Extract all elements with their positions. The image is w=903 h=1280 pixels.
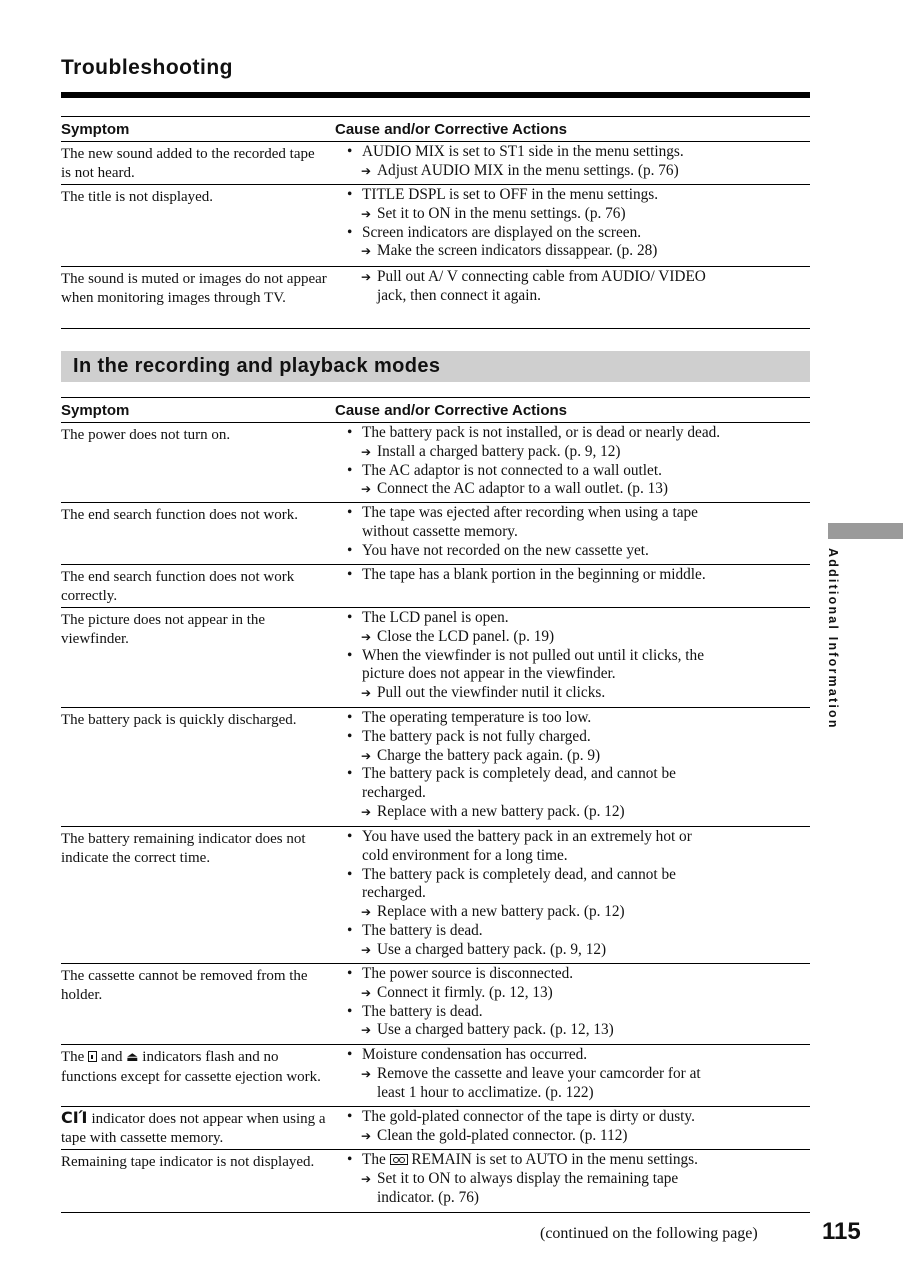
action-line: ➔ Connect it firmly. (p. 12, 13) bbox=[345, 984, 810, 1003]
symptom-header: Symptom bbox=[61, 401, 130, 419]
symptom-cell bbox=[61, 1107, 335, 1149]
table-header bbox=[61, 117, 810, 142]
table-row bbox=[61, 565, 810, 608]
action-line: ➔ Set it to ON to always display the remaining tape bbox=[345, 1170, 810, 1189]
cause-cell bbox=[335, 423, 810, 502]
action-line: ➔ Replace with a new battery pack. (p. 12) bbox=[345, 803, 810, 822]
table-row bbox=[61, 142, 810, 185]
action-line: ➔ Pull out A/ V connecting cable from AUDIO/ VIDEO bbox=[345, 268, 810, 287]
troubleshooting-table-general bbox=[61, 116, 810, 329]
section-title: In the recording and playback modes bbox=[61, 351, 810, 382]
table-row bbox=[61, 827, 810, 964]
cause-line: • The operating temperature is too low. bbox=[345, 709, 810, 728]
table-row bbox=[61, 964, 810, 1045]
cause-line: • The tape has a blank portion in the beginning or middle. bbox=[345, 566, 810, 585]
cause-line: • The gold-plated connector of the tape is dirty or dusty. bbox=[345, 1108, 810, 1127]
cause-cell bbox=[335, 1045, 810, 1106]
symptom-text: The bbox=[61, 1049, 89, 1065]
cause-cell bbox=[335, 1107, 810, 1149]
page-number: 115 bbox=[822, 1218, 861, 1245]
action-line: ➔ Remove the cassette and leave your camcorder for at bbox=[345, 1065, 810, 1084]
symptom-cell: The new sound added to the recorded tape is not heard. bbox=[61, 146, 315, 181]
symptom-cell: The sound is muted or images do not appear when monitoring images through TV. bbox=[61, 271, 327, 306]
action-line: ➔ Charge the battery pack again. (p. 9) bbox=[345, 747, 810, 766]
symptom-cell: The picture does not appear in the viewfinder. bbox=[61, 612, 266, 647]
section-tab-marker bbox=[828, 523, 903, 539]
cause-cell bbox=[335, 964, 810, 1044]
action-line: ➔ Pull out the viewfinder nutil it clicks. bbox=[345, 684, 810, 703]
cause-line: • When the viewfinder is not pulled out until it clicks, the bbox=[345, 647, 810, 666]
action-line: ➔ Clean the gold-plated connector. (p. 112) bbox=[345, 1127, 810, 1146]
symptom-cell: Remaining tape indicator is not displayed. bbox=[61, 1154, 315, 1170]
continued-note: (continued on the following page) bbox=[540, 1225, 758, 1242]
cause-line: • The power source is disconnected. bbox=[345, 965, 810, 984]
cause-text: The bbox=[362, 1151, 390, 1168]
cause-cell bbox=[335, 827, 810, 963]
symptom-cell: The power does not turn on. bbox=[61, 427, 231, 443]
table-row bbox=[61, 423, 810, 503]
cassette-memory-icon: ϹΙΊ bbox=[61, 1108, 88, 1127]
cause-cell bbox=[335, 503, 810, 564]
symptom-cell: The cassette cannot be removed from the holder. bbox=[61, 968, 308, 1003]
cause-line: • The LCD panel is open. bbox=[345, 609, 810, 628]
cause-line: • The tape was ejected after recording when using a tape bbox=[345, 504, 810, 523]
action-line: ➔ Install a charged battery pack. (p. 9, 12) bbox=[345, 443, 810, 462]
cause-line: • The battery pack is not installed, or is dead or nearly dead. bbox=[345, 424, 810, 443]
symptom-cell: The end search function does not work correctly. bbox=[61, 569, 295, 604]
title-rule bbox=[61, 92, 810, 98]
cause-line: • The AC adaptor is not connected to a wall outlet. bbox=[345, 462, 810, 481]
cause-line: • You have not recorded on the new cassette yet. bbox=[345, 542, 810, 561]
symptom-header: Symptom bbox=[61, 120, 130, 138]
cause-line: • The battery pack is completely dead, and cannot be bbox=[345, 765, 810, 784]
cause-line: • The battery is dead. bbox=[345, 922, 810, 941]
cause-line-continued: recharged. bbox=[362, 784, 426, 802]
table-row bbox=[61, 1045, 810, 1107]
cause-cell bbox=[335, 708, 810, 826]
table-row bbox=[61, 1150, 810, 1213]
table-row bbox=[61, 503, 810, 565]
cause-line-continued: picture does not appear in the viewfinder. bbox=[362, 665, 616, 683]
symptom-text: and bbox=[97, 1049, 127, 1065]
cause-cell bbox=[335, 608, 810, 707]
cause-line: • The battery pack is completely dead, and cannot be bbox=[345, 866, 810, 885]
action-line: ➔ Make the screen indicators dissappear. (p. 28) bbox=[345, 242, 810, 261]
eject-icon: ⏏ bbox=[126, 1050, 139, 1065]
troubleshooting-table-recording-playback bbox=[61, 397, 810, 1213]
symptom-cell: The end search function does not work. bbox=[61, 507, 299, 523]
table-row bbox=[61, 185, 810, 267]
symptom-cell: The title is not displayed. bbox=[61, 189, 214, 205]
cause-text: REMAIN is set to AUTO in the menu settings. bbox=[407, 1151, 698, 1168]
action-line: ➔ Close the LCD panel. (p. 19) bbox=[345, 628, 810, 647]
tape-icon bbox=[390, 1154, 408, 1165]
cause-line: • The battery pack is not fully charged. bbox=[345, 728, 810, 747]
cause-line bbox=[345, 1151, 810, 1170]
action-line: ➔ Adjust AUDIO MIX in the menu settings. (p. 76) bbox=[345, 162, 810, 181]
cause-cell bbox=[335, 185, 810, 266]
action-line: ➔ Use a charged battery pack. (p. 12, 13) bbox=[345, 1021, 810, 1040]
cause-cell bbox=[335, 565, 810, 607]
action-line: ➔ Set it to ON in the menu settings. (p. 76) bbox=[345, 205, 810, 224]
page-title: Troubleshooting bbox=[61, 56, 233, 79]
cause-line: • TITLE DSPL is set to OFF in the menu settings. bbox=[345, 186, 810, 205]
cause-header: Cause and/or Corrective Actions bbox=[335, 120, 568, 138]
cause-line: • Screen indicators are displayed on the screen. bbox=[345, 224, 810, 243]
table-row bbox=[61, 708, 810, 827]
action-line: ➔ Replace with a new battery pack. (p. 12) bbox=[345, 903, 810, 922]
cause-cell bbox=[335, 142, 810, 184]
action-line-continued: least 1 hour to acclimatize. (p. 122) bbox=[377, 1083, 594, 1101]
cause-header: Cause and/or Corrective Actions bbox=[335, 401, 568, 419]
cause-line-continued: cold environment for a long time. bbox=[362, 846, 568, 864]
cause-line: • You have used the battery pack in an extremely hot or bbox=[345, 828, 810, 847]
cause-cell bbox=[335, 1150, 810, 1212]
symptom-text: indicator does not appear when using a tape with cassette memory. bbox=[61, 1111, 326, 1146]
cause-line-continued: recharged. bbox=[362, 884, 426, 902]
cause-cell bbox=[335, 267, 810, 328]
cause-line: • The battery is dead. bbox=[345, 1003, 810, 1022]
cause-line: • Moisture condensation has occurred. bbox=[345, 1046, 810, 1065]
action-line-continued: indicator. (p. 76) bbox=[377, 1188, 479, 1206]
table-row bbox=[61, 608, 810, 708]
action-line: ➔ Use a charged battery pack. (p. 9, 12) bbox=[345, 941, 810, 960]
cause-line-continued: without cassette memory. bbox=[362, 522, 518, 540]
side-section-label: Additional Information bbox=[826, 548, 840, 730]
table-header bbox=[61, 398, 810, 423]
table-row bbox=[61, 1107, 810, 1150]
symptom-text: indicators flash and no functions except for cassette ejection work. bbox=[61, 1049, 321, 1085]
symptom-cell: The battery remaining indicator does not indicate the correct time. bbox=[61, 831, 306, 866]
action-line-continued: jack, then connect it again. bbox=[377, 286, 541, 304]
symptom-cell bbox=[61, 1045, 335, 1106]
symptom-cell: The battery pack is quickly discharged. bbox=[61, 712, 297, 728]
action-line: ➔ Connect the AC adaptor to a wall outlet. (p. 13) bbox=[345, 480, 810, 499]
cassette-warning-icon bbox=[88, 1051, 97, 1062]
table-row bbox=[61, 267, 810, 329]
cause-line: • AUDIO MIX is set to ST1 side in the menu settings. bbox=[345, 143, 810, 162]
